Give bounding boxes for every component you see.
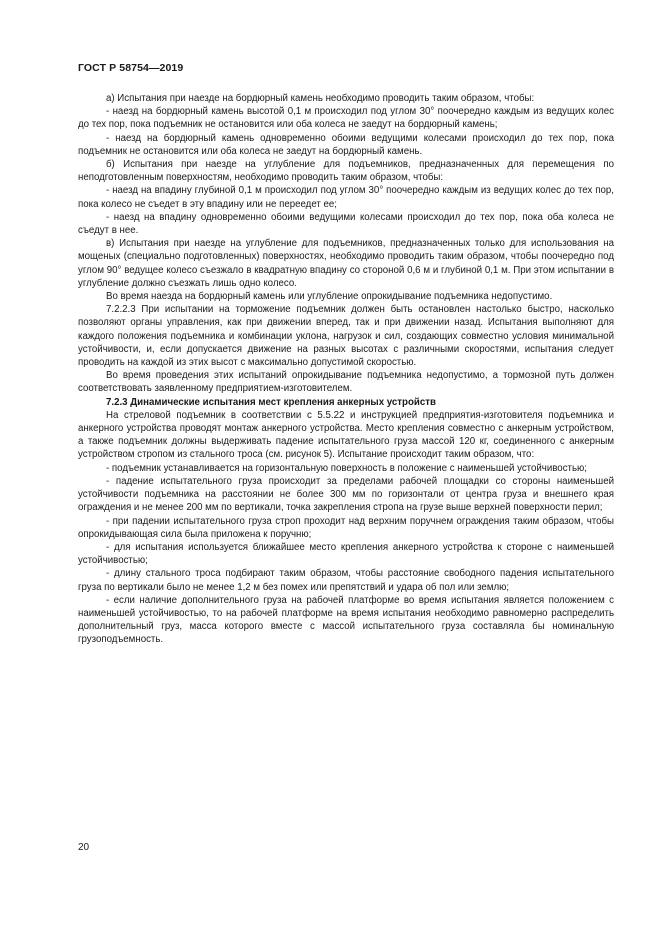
paragraph-b-intro: б) Испытания при наезде на углубление для подъемников, предназначенных для перемещения по неподготовленным поверхностям, необходимо проводить таким образом, чтобы: — [78, 159, 614, 184]
section-heading-7-2-3: 7.2.3 Динамические испытания мест крепления анкерных устройств — [106, 396, 436, 408]
list-item: - подъемник устанавливается на горизонтальную поверхность в положение с наименьшей устойчивостью; — [106, 462, 587, 474]
list-item: - наезд на впадину одновременно обоими ведущими колесами происходил до тех пор, пока оба колеса не съедут в нее. — [78, 211, 614, 237]
paragraph-7-2-2-3: 7.2.2.3 При испытании на торможение подъемник должен быть остановлен настолько быстро, насколько позволяют органы управления, как при движении вперед, так и при движении назад. Испытания выполняют для каждого положения подъемника и комбинации уклона, нагрузок и сил, создающих совместно условия минимальной устойчивости, и, если допускается движение на разных высотах с различными скоростями, испытания следует проводить на каждой из этих высот с максимально допустимой скоростью. — [78, 304, 614, 369]
paragraph: На стреловой подъемник в соответствии с 5.5.22 и инструкцией предприятия-изготовителя подъемника и анкерного устройства проводят монтаж анкерного устройства. Место крепления совместно с анкерным устройством, а также подъемник должны выдерживать падение испытательного груза массой 120 кг, соединенного с анкерным устройством стропом из стального троса (см. рисунок 5). Испытание происходит таким образом, что: — [78, 409, 614, 461]
list-item: - наезд на бордюрный камень одновременно обоими ведущими колесами происходил до тех пор, пока подъемник не остановится или оба колеса не заедут на бордюрный камень. — [78, 132, 614, 157]
list-item: - падение испытательного груза происходит за пределами рабочей площадки со стороны наименьшей устойчивости подъемника на расстоянии не более 300 мм по горизонтали от центра груза и внешнего края ограждения и не менее 200 мм по вертикали, точка закрепления стропа на грузе выше верхней поверхности перил; — [78, 475, 614, 514]
list-item: - наезд на бордюрный камень высотой 0,1 м происходил под углом 30° поочередно каждым из ведущих колес до тех пор, пока подъемник не остановится или оба колеса не заедут на бордюрный камень; — [78, 106, 614, 131]
list-item: - длину стального троса подбирают таким образом, чтобы расстояние свободного падения испытательного груза по вертикали было не менее 1,2 м без помех или препятствий и удара об пол или землю; — [78, 568, 614, 593]
paragraph: Во время наезда на бордюрный камень или углубление опрокидывание подъемника недопустимо. — [106, 291, 553, 303]
list-item: - наезд на впадину глубиной 0,1 м происходил под углом 30° поочередно каждым из ведущих колес до тех пор, пока колесо не съедет в эту впадину или не переедет ее; — [78, 185, 614, 210]
document-header: ГОСТ Р 58754—2019 — [78, 62, 184, 74]
document-body — [78, 92, 614, 647]
list-item: - для испытания используется ближайшее место крепления анкерного устройства к стороне с наименьшей устойчивостью; — [78, 541, 614, 567]
list-item: - если наличие дополнительного груза на рабочей платформе во время испытания является положением с наименьшей устойчивостью, то на рабочей платформе на время испытания необходимо равномерно распределить дополнительный груз, масса которого вместе с массой испытательного груза составляла бы номинальную грузоподъемность. — [78, 594, 614, 646]
paragraph-c: в) Испытания при наезде на углубление для подъемников, предназначенных только для использования на мощеных (специально подготовленных) поверхностях, необходимо проводить таким образом, чтобы поочередно под углом 90° ведущее колесо съезжало в квадратную впадину со стороной 0,6 м и глубиной 0,1 м. При этом испытании в углубление должно съезжать лишь одно колесо. — [78, 238, 614, 289]
paragraph: Во время проведения этих испытаний опрокидывание подъемника недопустимо, а тормозной путь должен соответствовать заявленному предприятием-изготовителем. — [78, 370, 614, 395]
page-number: 20 — [78, 842, 90, 853]
list-item: - при падении испытательного груза строп проходит над верхним поручнем ограждения таким образом, чтобы опрокидывающая сила была приложена к поручню; — [78, 515, 614, 540]
paragraph-a-intro: а) Испытания при наезде на бордюрный камень необходимо проводить таким образом, чтобы: — [106, 93, 535, 104]
